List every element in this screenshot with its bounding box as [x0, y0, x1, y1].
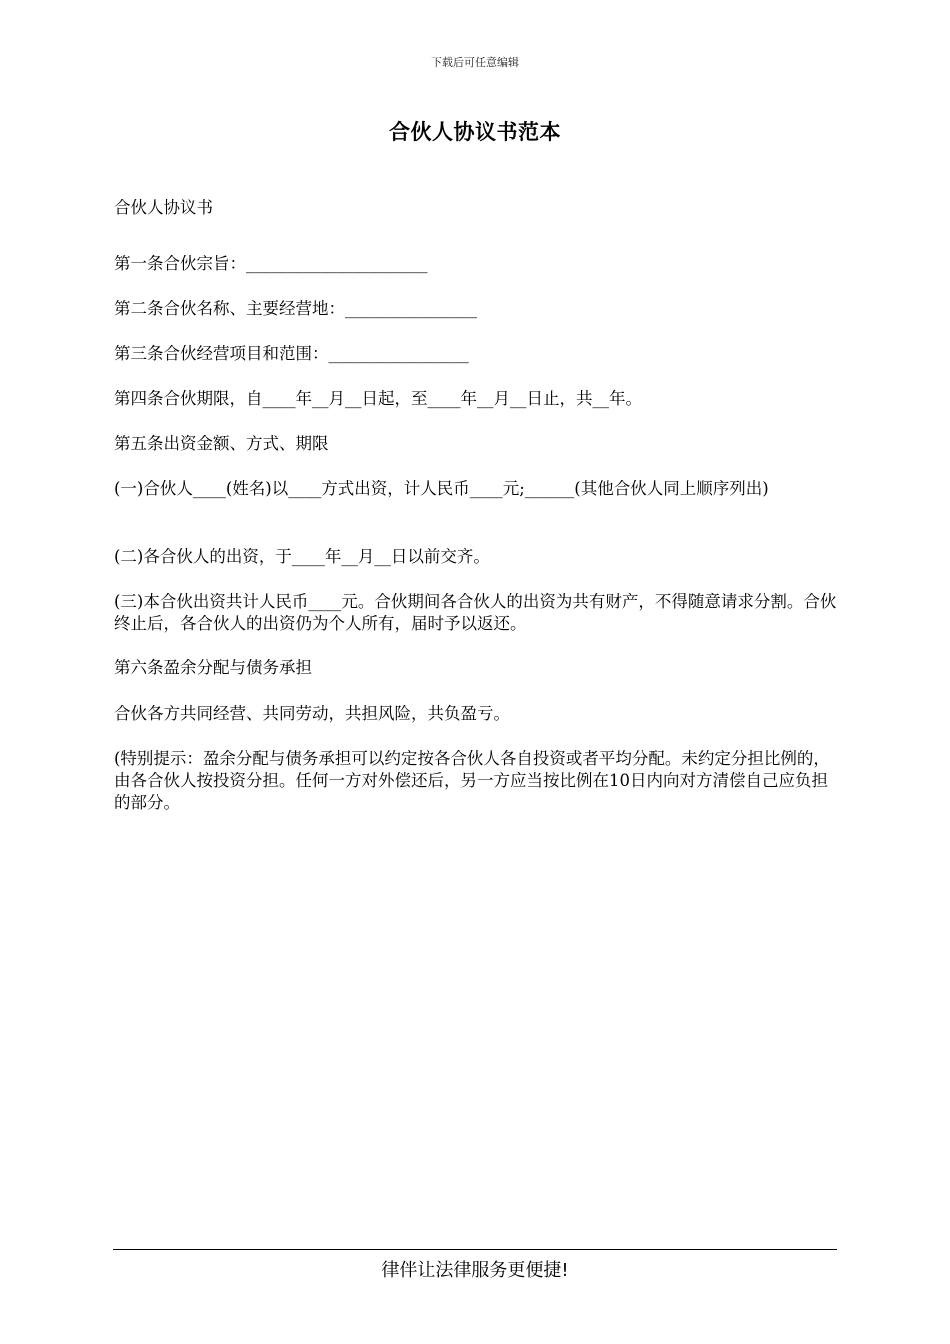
article-5-clause-1: (一)合伙人____(姓名)以____方式出资，计人民币____元;______(其他合伙人同上顺序列出): [114, 479, 769, 498]
article-5-heading: 第五条出资金额、方式、期限: [114, 434, 329, 453]
header-note: 下载后可任意编辑: [431, 56, 519, 69]
article-6-body: 合伙各方共同经营、共同劳动，共担风险，共负盈亏。: [114, 704, 510, 723]
footer-divider: [113, 1249, 837, 1250]
document-title: 合伙人协议书范本: [389, 120, 561, 144]
article-5-clause-2: (二)各合伙人的出资，于____年__月__日以前交齐。: [114, 547, 490, 566]
article-5-clause-3: (三)本合伙出资共计人民币____元。合伙期间各合伙人的出资为共有财产，不得随意请求分割。合伙终止后，各合伙人的出资仍为个人所有，届时予以返还。: [114, 592, 837, 633]
footer-slogan: 律伴让法律服务更便捷!: [381, 1260, 569, 1281]
special-note: (特别提示：盈余分配与债务承担可以约定按各合伙人各自投资或者平均分配。未约定分担比例的，由各合伙人按投资分担。任何一方对外偿还后，另一方应当按比例在10日内向对方清偿自己应负担的部分。: [114, 749, 830, 812]
article-2-name-location: 第二条合伙名称、主要经营地：________________: [114, 299, 477, 318]
article-4-term: 第四条合伙期限，自____年__月__日起，至____年__月__日止，共__年。: [114, 389, 642, 408]
paragraph-intro-heading: 合伙人协议书: [114, 198, 213, 217]
article-6-heading: 第六条盈余分配与债务承担: [114, 658, 312, 677]
article-1-purpose: 第一条合伙宗旨：______________________: [114, 254, 428, 273]
article-3-business-scope: 第三条合伙经营项目和范围：_________________: [114, 344, 469, 363]
